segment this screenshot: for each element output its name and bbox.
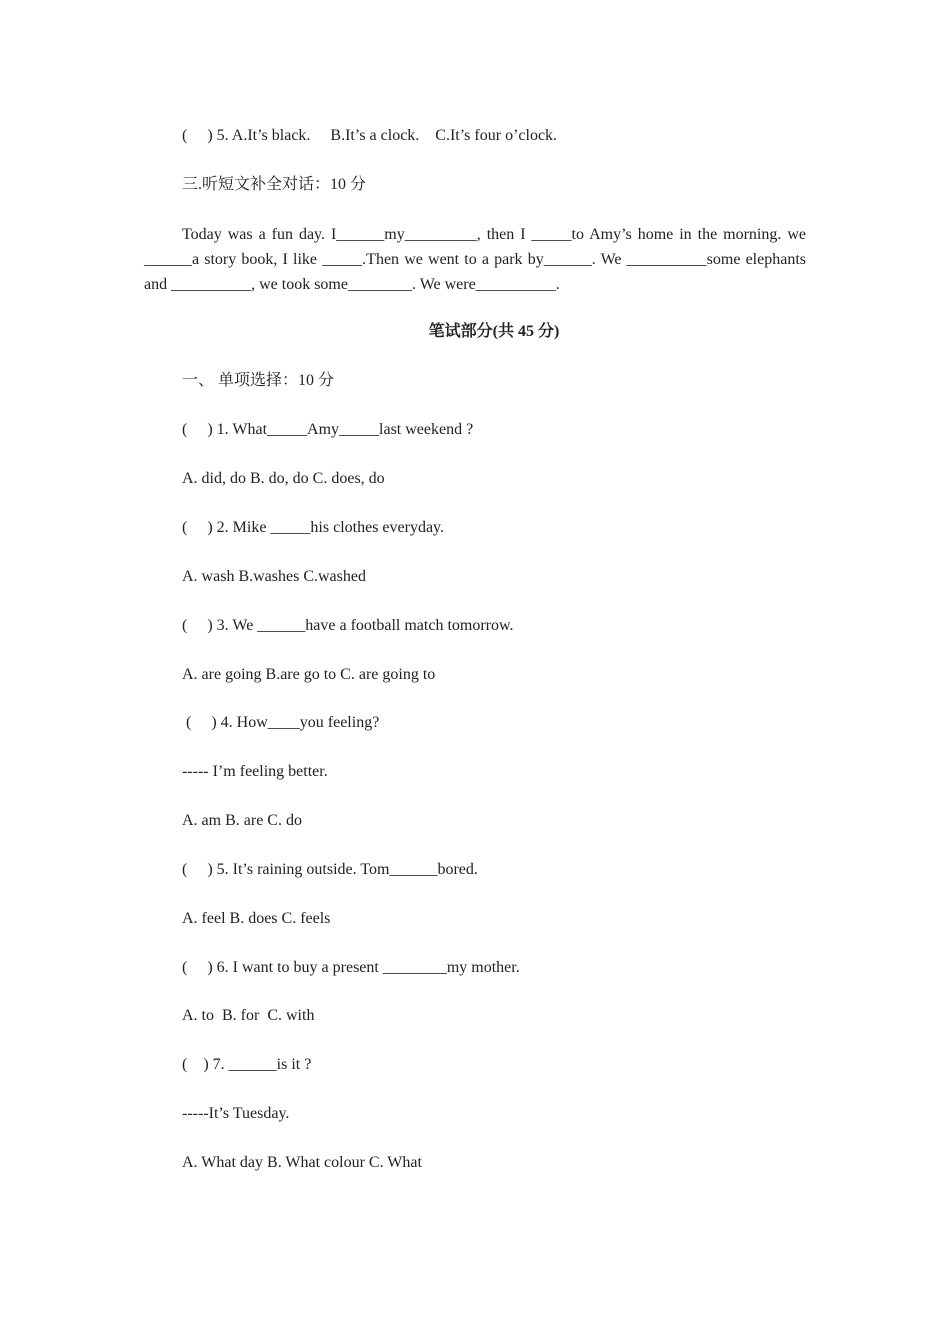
reply-4: ----- I’m feeling better.: [182, 763, 328, 780]
written-part-heading: 笔试部分(共 45 分): [428, 323, 560, 340]
listening-q5: ( ) 5. A.It’s black. B.It’s a clock. C.It’s four o’clock.: [182, 127, 558, 144]
options-3: A. are going B.are go to C. are going to: [182, 666, 436, 683]
options-2: A. wash B.washes C.washed: [182, 568, 366, 585]
question-2: ( ) 2. Mike _____his clothes everyday.: [182, 519, 445, 536]
question-4: ( ) 4. How____you feeling?: [182, 714, 380, 731]
options-5: A. feel B. does C. feels: [182, 910, 331, 927]
question-3: ( ) 3. We ______have a football match tomorrow.: [182, 617, 514, 634]
section1-title: 一、 单项选择：10 分: [182, 372, 335, 389]
listening-passage: Today was a fun day. I______my_________, then I _____to Amy’s home in the morning. we ______a story book, I like _____.Then we went to a park by______. We __________some elephants and __________, we took some________. We were__________.: [144, 226, 806, 293]
options-7: A. What day B. What colour C. What: [182, 1154, 422, 1171]
section3-title: 三.听短文补全对话：10 分: [182, 176, 367, 193]
options-1: A. did, do B. do, do C. does, do: [182, 470, 385, 487]
options-4: A. am B. are C. do: [182, 812, 302, 829]
question-1: ( ) 1. What_____Amy_____last weekend ?: [182, 421, 474, 438]
options-6: A. to B. for C. with: [182, 1007, 315, 1024]
question-6: ( ) 6. I want to buy a present ________my mother.: [182, 959, 520, 976]
reply-7: -----It’s Tuesday.: [182, 1105, 290, 1122]
question-5: ( ) 5. It’s raining outside. Tom______bored.: [182, 861, 478, 878]
question-7: ( ) 7. ______is it ?: [182, 1056, 312, 1073]
